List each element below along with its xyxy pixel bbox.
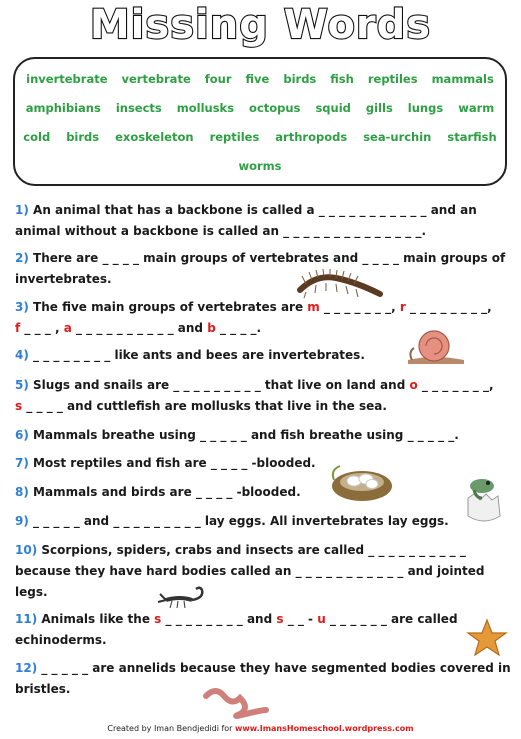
hint-letter: s bbox=[276, 612, 284, 626]
blank: _ _ _ _ _ _ _ _, bbox=[409, 300, 492, 314]
question-number: 8) bbox=[15, 485, 29, 499]
question-5 bbox=[15, 375, 495, 417]
question-text: Most reptiles and fish are _ _ _ _ -blooded. bbox=[33, 456, 316, 470]
word-bank-item: gills bbox=[365, 101, 393, 115]
question-text: Slugs and snails are _ _ _ _ _ _ _ _ _ that live on land and bbox=[33, 378, 406, 392]
question-text: animal without a backbone is called an _ _ _ _ _ _ _ _ _ _ _ _ _ _. bbox=[15, 224, 427, 238]
question-number: 9) bbox=[15, 514, 29, 528]
question-text: _ _ _ _ _ are annelids because they have segmented bodies covered in bbox=[41, 661, 511, 675]
scorpion-icon bbox=[156, 584, 208, 610]
snail-icon bbox=[404, 324, 468, 366]
word-bank-item: reptiles bbox=[209, 130, 260, 144]
question-text: Mammals breathe using _ _ _ _ _ and fish breathe using _ _ _ _ _. bbox=[33, 428, 459, 442]
page-title: Missing Words bbox=[89, 2, 432, 48]
word-bank-item: octopus bbox=[249, 101, 301, 115]
question-number: 11) bbox=[15, 612, 38, 626]
word-bank-item: warm bbox=[458, 101, 495, 115]
hint-letter: s bbox=[15, 399, 23, 413]
question-8 bbox=[15, 482, 495, 503]
word-bank-row-2 bbox=[15, 101, 505, 115]
word-bank-row-3 bbox=[15, 130, 505, 144]
question-1 bbox=[15, 200, 495, 242]
word-bank-item: birds bbox=[283, 72, 317, 86]
word-bank-item: sea-urchin bbox=[363, 130, 432, 144]
question-text: _ _ _ _ _ _ _ _ like ants and bees are invertebrates. bbox=[33, 348, 365, 362]
question-number: 2) bbox=[15, 251, 29, 265]
blank: _ _ _ _ _ _ _, bbox=[324, 300, 396, 314]
word-bank-item: five bbox=[245, 72, 270, 86]
word-bank-item: birds bbox=[66, 130, 100, 144]
hint-letter: r bbox=[399, 300, 406, 314]
question-text: Scorpions, spiders, crabs and insects are called _ _ _ _ _ _ _ _ _ _ bbox=[41, 543, 466, 557]
earthworm-icon bbox=[200, 684, 272, 720]
word-bank-item: arthropods bbox=[275, 130, 348, 144]
word-bank-item: starfish bbox=[447, 130, 497, 144]
question-text: echinoderms. bbox=[15, 633, 107, 647]
word-bank-item: invertebrate bbox=[26, 72, 108, 86]
question-text: _ _ _ _ _ and _ _ _ _ _ _ _ _ _ lay eggs. All invertebrates lay eggs. bbox=[33, 514, 449, 528]
word-bank-item: amphibians bbox=[25, 101, 101, 115]
question-10 bbox=[15, 540, 495, 603]
question-number: 4) bbox=[15, 348, 29, 362]
blank: _ _ _ _ _ _ _ _ _ _ and bbox=[76, 321, 204, 335]
word-bank-item: squid bbox=[315, 101, 351, 115]
starfish-icon bbox=[466, 618, 508, 658]
question-number: 10) bbox=[15, 543, 38, 557]
footer-credit: Created by Iman Bendjedidi for bbox=[107, 724, 233, 733]
question-number: 12) bbox=[15, 661, 38, 675]
hint-letter: o bbox=[409, 378, 418, 392]
question-text: Animals like the bbox=[41, 612, 150, 626]
dinosaur-hatching-icon bbox=[460, 472, 506, 524]
question-6 bbox=[15, 425, 495, 446]
question-text: invertebrates. bbox=[15, 272, 112, 286]
blank: _ _ _ _. bbox=[219, 321, 262, 335]
word-bank-item: exoskeleton bbox=[115, 130, 194, 144]
question-9 bbox=[15, 511, 495, 532]
word-bank-item: mollusks bbox=[176, 101, 235, 115]
question-text: _ _ _ _ and cuttlefish are mollusks that live in the sea. bbox=[26, 399, 387, 413]
word-bank-item: mammals bbox=[431, 72, 494, 86]
hint-letter: a bbox=[63, 321, 72, 335]
question-7 bbox=[15, 453, 495, 474]
blank: _ _ _ , bbox=[24, 321, 60, 335]
centipede-icon bbox=[296, 264, 384, 300]
word-bank-item: fish bbox=[330, 72, 354, 86]
blank: _ _ - bbox=[287, 612, 314, 626]
word-bank-item: reptiles bbox=[367, 72, 418, 86]
question-text: because they have hard bodies called an _ _ _ _ _ _ _ _ _ _ _ and jointed bbox=[15, 564, 485, 578]
word-bank-row-1 bbox=[15, 72, 505, 86]
question-2 bbox=[15, 248, 506, 290]
hint-letter: m bbox=[307, 300, 320, 314]
question-text: bristles. bbox=[15, 682, 71, 696]
question-text: _ _ _ _ _ _ are called bbox=[329, 612, 458, 626]
footer bbox=[0, 724, 521, 733]
question-text: Mammals and birds are _ _ _ _ -blooded. bbox=[33, 485, 301, 499]
question-number: 1) bbox=[15, 203, 29, 217]
question-text: An animal that has a backbone is called a _ _ _ _ _ _ _ _ _ _ _ and an bbox=[33, 203, 477, 217]
blank: _ _ _ _ _ _ _, bbox=[421, 378, 494, 392]
word-bank-item: worms bbox=[238, 159, 282, 173]
word-bank-item: vertebrate bbox=[121, 72, 191, 86]
hint-letter: s bbox=[154, 612, 162, 626]
question-11 bbox=[15, 609, 495, 651]
question-number: 5) bbox=[15, 378, 29, 392]
question-text: There are _ _ _ _ main groups of vertebrates and _ _ _ _ main groups of bbox=[33, 251, 506, 265]
question-number: 7) bbox=[15, 456, 29, 470]
footer-url[interactable]: www.ImansHomeschool.wordpress.com bbox=[235, 724, 414, 733]
word-bank-item: cold bbox=[23, 130, 51, 144]
word-bank bbox=[13, 57, 507, 186]
bird-nest-icon bbox=[330, 460, 394, 504]
word-bank-item: four bbox=[204, 72, 232, 86]
hint-letter: b bbox=[207, 321, 216, 335]
blank: _ _ _ _ _ _ _ _ and bbox=[165, 612, 273, 626]
hint-letter: f bbox=[15, 321, 21, 335]
word-bank-item: lungs bbox=[407, 101, 444, 115]
question-text: The five main groups of vertebrates are bbox=[33, 300, 304, 314]
question-number: 3) bbox=[15, 300, 29, 314]
question-text: legs. bbox=[15, 585, 48, 599]
hint-letter: u bbox=[317, 612, 326, 626]
word-bank-item: insects bbox=[115, 101, 162, 115]
question-number: 6) bbox=[15, 428, 29, 442]
word-bank-row-4 bbox=[15, 159, 505, 173]
